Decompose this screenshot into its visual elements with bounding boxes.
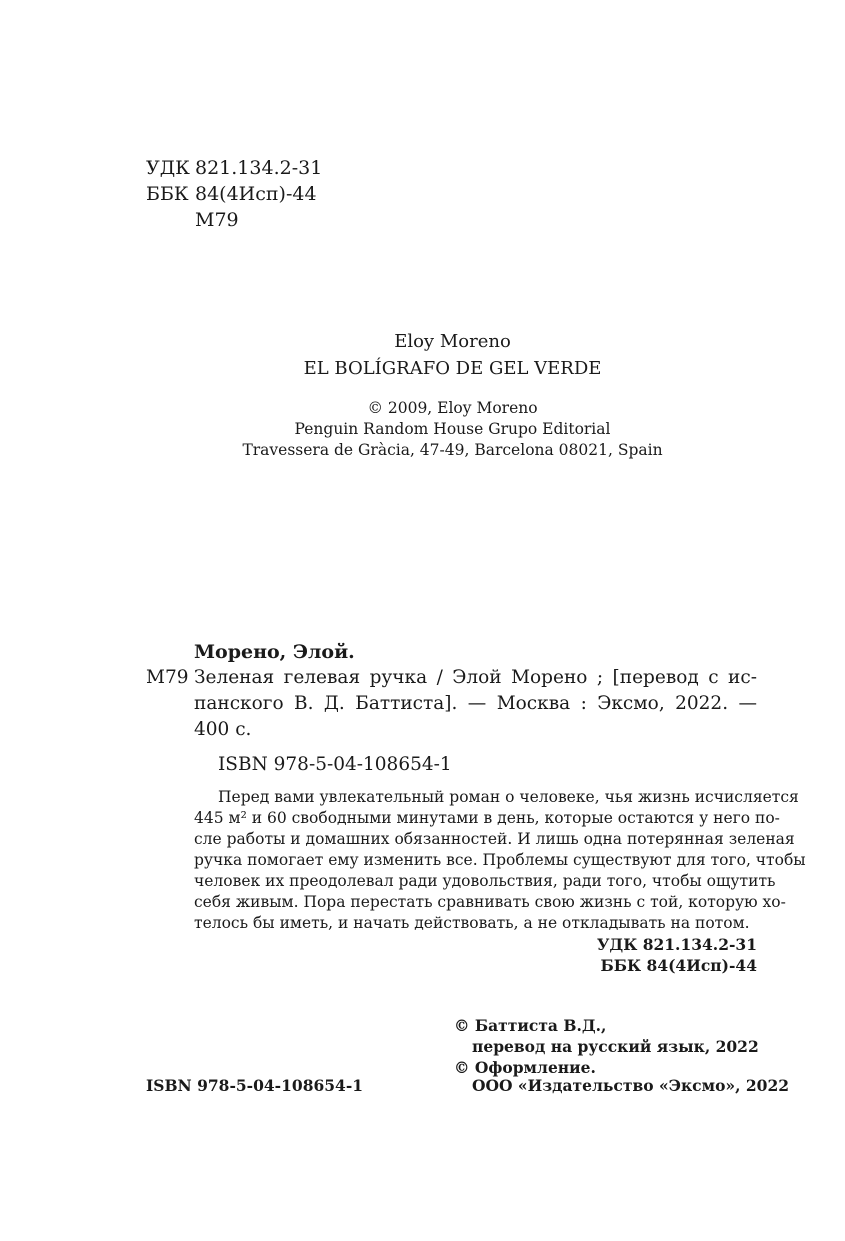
annotation-line: человек их преодолевал ради удовольствия, ради того, чтобы ощутить <box>194 872 776 890</box>
original-title: EL BOLÍGRAFO DE GEL VERDE <box>303 358 602 379</box>
udk-label: УДК <box>146 157 190 179</box>
record-description-line: 400 с. <box>194 719 252 740</box>
udk-value: 821.134.2-31 <box>195 157 323 179</box>
footer-copyright-line: © Баттиста В.Д., <box>454 1016 607 1035</box>
footer-copyright-line: © Оформление. <box>454 1058 596 1077</box>
bbk-value: 84(4Исп)-44 <box>195 183 317 205</box>
original-copyright: © 2009, Eloy Moreno <box>367 399 538 417</box>
author-mark: М79 <box>195 209 239 231</box>
bbk-label: ББК <box>146 183 189 205</box>
bbk-line <box>146 182 317 206</box>
udk-line <box>146 156 322 180</box>
record-isbn: ISBN 978-5-04-108654-1 <box>218 754 452 775</box>
annotation-line: телось бы иметь, и начать действовать, а не откладывать на потом. <box>194 914 750 932</box>
annotation-line: себя живым. Пора перестать сравнивать свою жизнь с той, которую хо- <box>194 893 786 911</box>
annotation-udk: УДК 821.134.2-31 <box>596 935 757 954</box>
record-description-line: Зеленая гелевая ручка / Элой Морено ; [перевод с ис- <box>194 667 757 688</box>
footer-copyright-line: ООО «Издательство «Эксмо», 2022 <box>472 1076 790 1095</box>
annotation-line: Перед вами увлекательный роман о человеке, чья жизнь исчисляется <box>218 788 799 806</box>
footer-copyright-line: перевод на русский язык, 2022 <box>472 1037 759 1056</box>
record-mark: М79 <box>146 667 189 688</box>
annotation-line: ручка помогает ему изменить все. Проблемы существуют для того, чтобы <box>194 851 806 869</box>
original-publisher: Penguin Random House Grupo Editorial <box>294 420 611 438</box>
original-address: Travessera de Gràcia, 47-49, Barcelona 08021, Spain <box>242 441 663 459</box>
record-description-line: панского В. Д. Баттиста]. — Москва : Эксмо, 2022. — <box>194 693 757 714</box>
annotation-bbk: ББК 84(4Исп)-44 <box>600 956 757 975</box>
annotation-line: сле работы и домашних обязанностей. И лишь одна потерянная зеленая <box>194 830 795 848</box>
original-author: Eloy Moreno <box>394 331 511 352</box>
footer-isbn: ISBN 978-5-04-108654-1 <box>146 1076 364 1095</box>
annotation-line: 445 м² и 60 свободными минутами в день, которые остаются у него по- <box>194 809 780 827</box>
record-heading: Морено, Элой. <box>194 641 355 663</box>
